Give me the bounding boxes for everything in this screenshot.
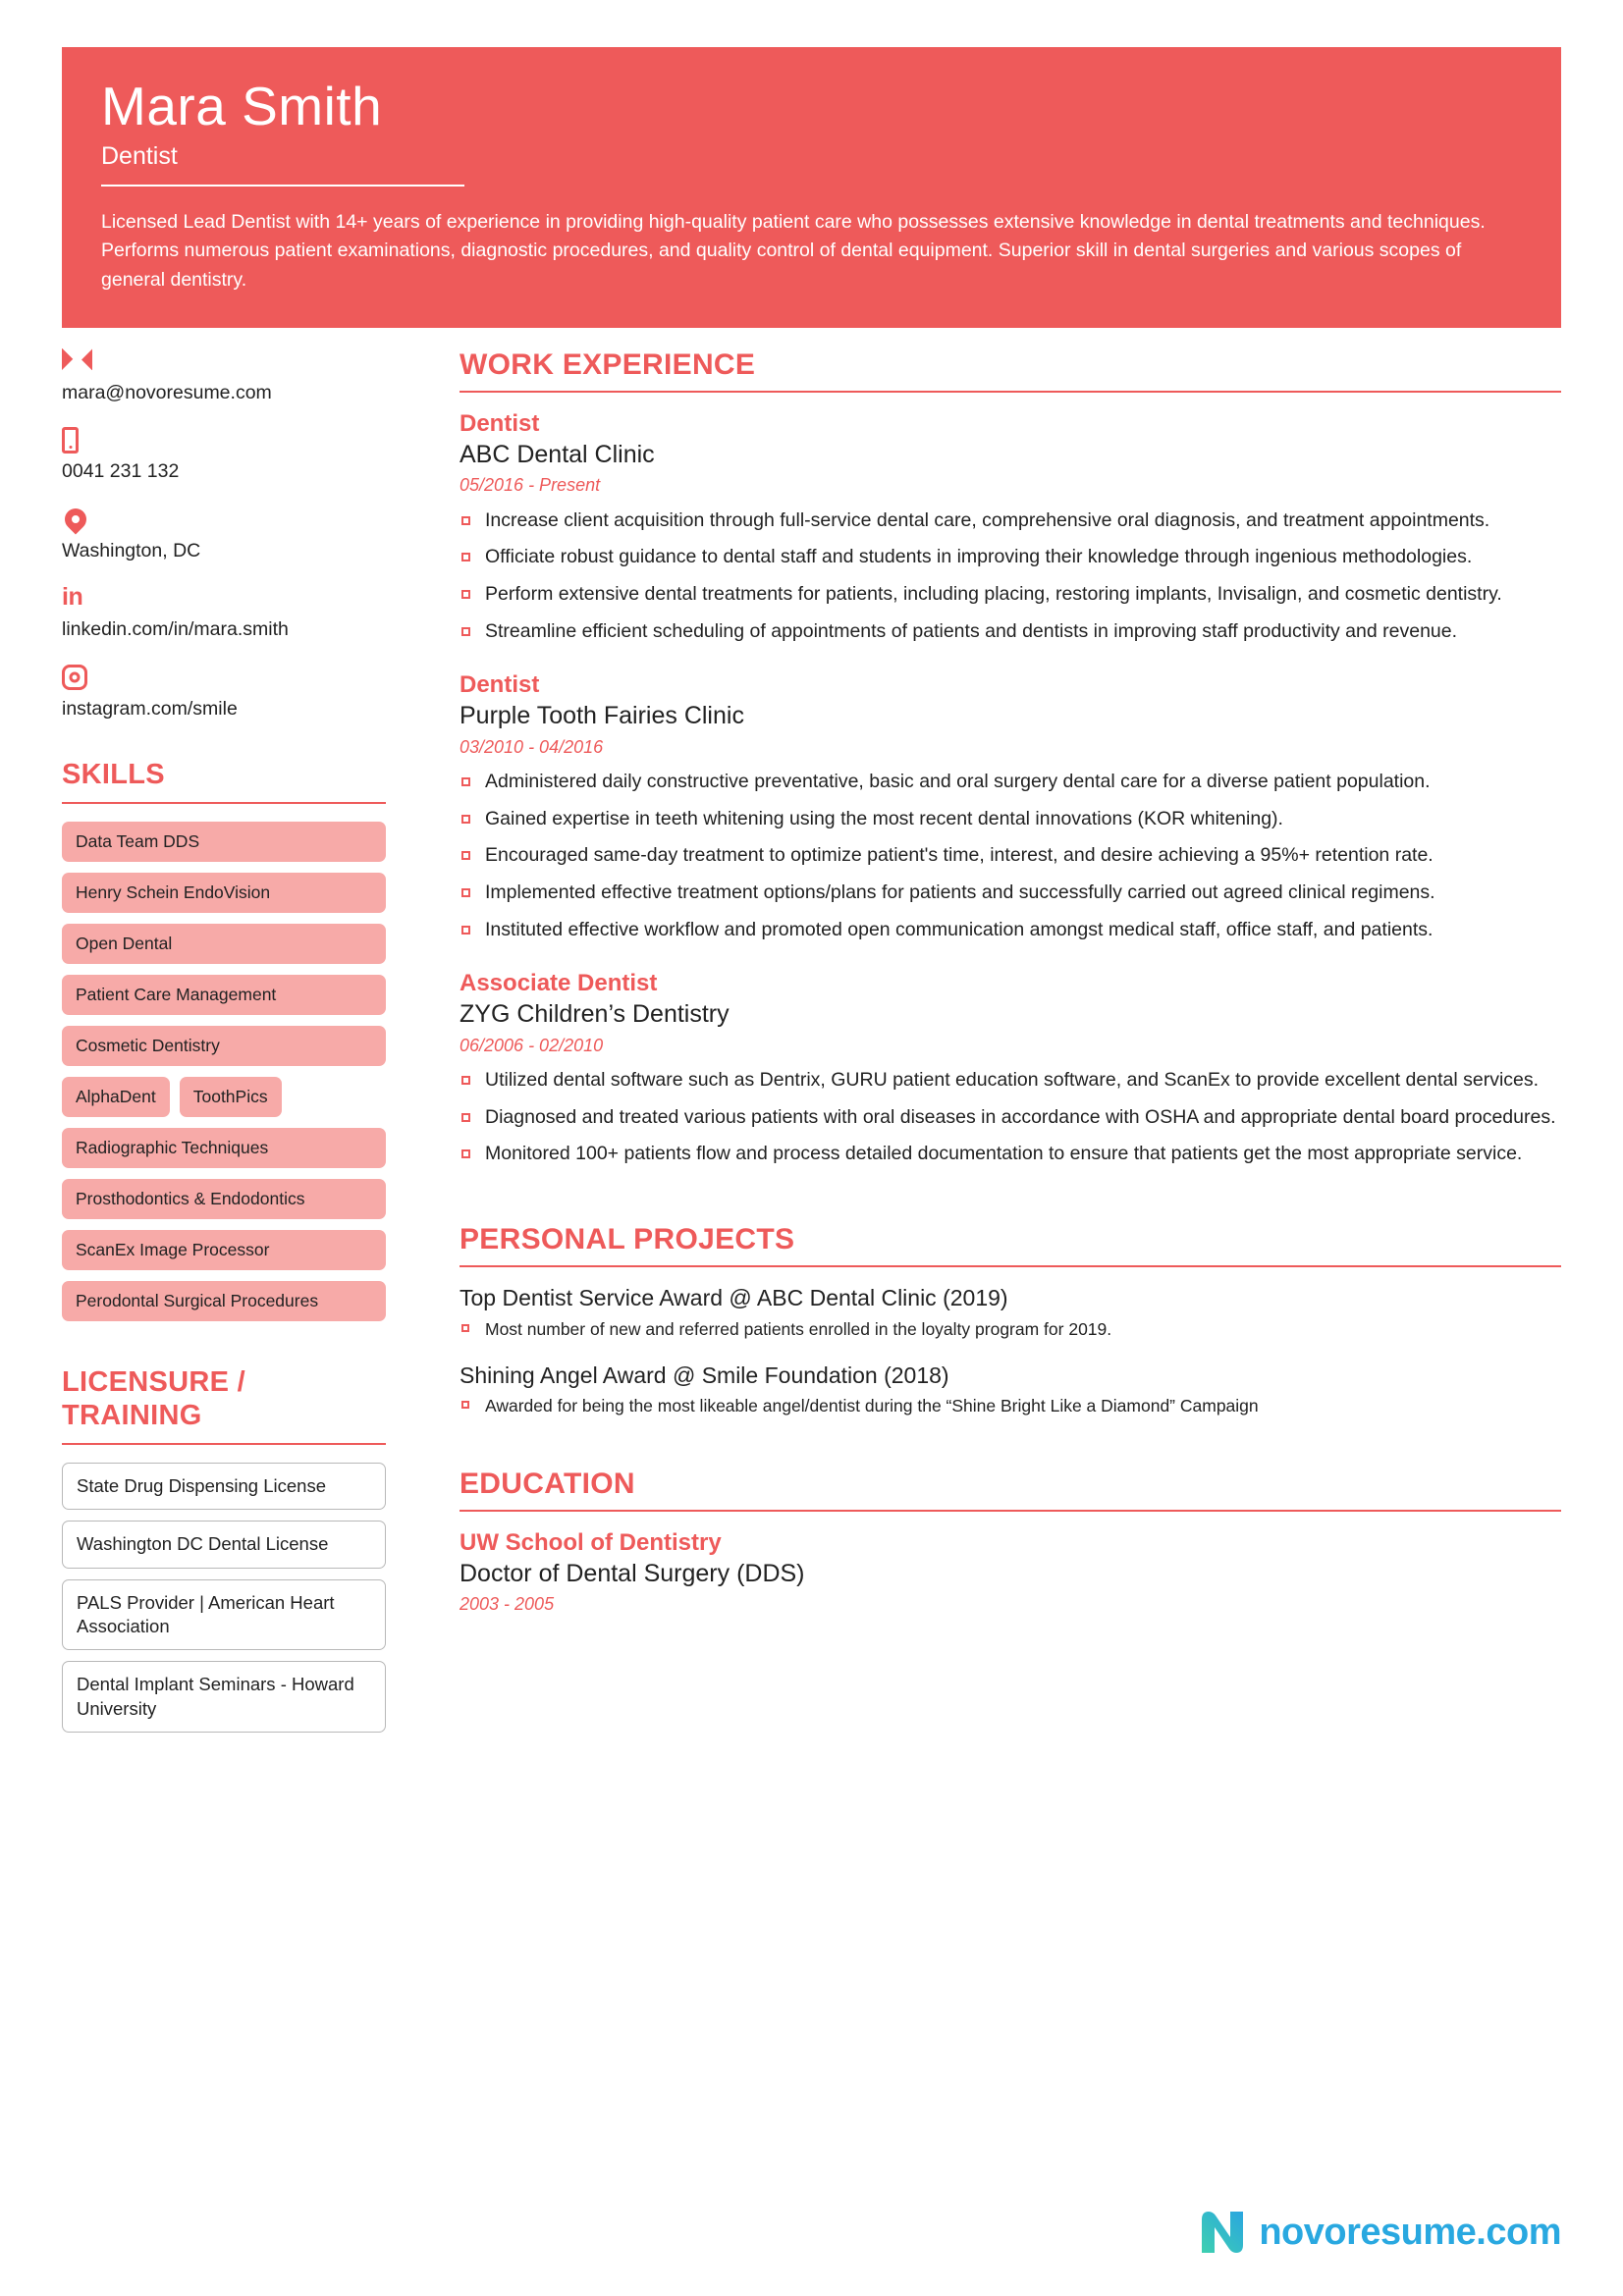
spacer [460, 1438, 1561, 1468]
contact-item-email[interactable] [62, 348, 386, 404]
list-item: Gained expertise in teeth whitening using the most recent dental innovations (KOR whitening). [460, 806, 1561, 833]
job-company: ABC Dental Clinic [460, 441, 655, 468]
job-bullet-list [460, 1067, 1561, 1168]
skill-chip[interactable]: ScanEx Image Processor [62, 1230, 386, 1270]
job-title: Dentist [460, 410, 540, 437]
linkedin-icon: in [62, 583, 83, 612]
contact-item-linkedin[interactable] [62, 585, 386, 641]
personal-projects-heading: PERSONAL PROJECTS [460, 1223, 795, 1256]
contact-location-value: Washington, DC [62, 539, 201, 561]
contact-item-location[interactable] [62, 507, 386, 562]
education-degree: Doctor of Dental Surgery (DDS) [460, 1559, 805, 1587]
job-dates: 06/2006 - 02/2010 [460, 1035, 604, 1055]
personal-projects-divider [460, 1265, 1561, 1267]
list-item: Administered daily constructive preventative, basic and oral surgery dental care for a diverse patient population. [460, 769, 1561, 796]
list-item: Most number of new and referred patients enrolled in the loyalty program for 2019. [460, 1317, 1561, 1342]
phone-icon [62, 427, 386, 456]
list-item: Awarded for being the most likeable angel/dentist during the “Shine Bright Like a Diamond” Campaign [460, 1394, 1561, 1418]
licensure-divider [62, 1443, 386, 1445]
list-item: Monitored 100+ patients flow and process detailed documentation to ensure that patients get the most appropriate service. [460, 1141, 1561, 1168]
list-item[interactable]: Washington DC Dental License [62, 1521, 386, 1568]
list-item: Implemented effective treatment options/plans for patients and successfully carried out agreed clinical regimens. [460, 880, 1561, 907]
location-pin-icon [62, 507, 386, 536]
novoresume-logo-text: novoresume.com [1259, 2212, 1561, 2253]
skills-heading: SKILLS [62, 758, 165, 790]
list-item: Perform extensive dental treatments for patients, including placing, restoring implants, Invisalign, and cosmetic dentistry. [460, 581, 1561, 609]
project-entry [460, 1284, 1561, 1341]
list-item[interactable]: PALS Provider | American Heart Association [62, 1579, 386, 1651]
list-item: Utilized dental software such as Dentrix, GURU patient education software, and ScanEx to provide excellent dental services. [460, 1067, 1561, 1095]
job-dates: 03/2010 - 04/2016 [460, 736, 604, 757]
header-job-title: Dentist [101, 141, 178, 170]
work-experience-heading: WORK EXPERIENCE [460, 348, 756, 381]
skill-chip[interactable]: ToothPics [180, 1077, 282, 1117]
list-item[interactable]: State Drug Dispensing License [62, 1463, 386, 1510]
job-bullet-list [460, 507, 1561, 646]
spacer [62, 743, 386, 759]
education-entry [460, 1528, 1561, 1617]
education-dates: 2003 - 2005 [460, 1594, 555, 1615]
education-divider [460, 1510, 1561, 1512]
skill-chip[interactable]: Data Team DDS [62, 822, 386, 862]
job-bullet-list [460, 769, 1561, 943]
education-heading: EDUCATION [460, 1467, 635, 1500]
list-item: Instituted effective workflow and promoted open communication amongst medical staff, office staff, and patients. [460, 917, 1561, 944]
novoresume-logo[interactable] [1198, 2210, 1561, 2255]
skill-chip[interactable]: AlphaDent [62, 1077, 170, 1117]
project-title: Shining Angel Award @ Smile Foundation (2018) [460, 1362, 949, 1388]
resume-header [62, 47, 1561, 328]
job-title: Associate Dentist [460, 970, 658, 997]
contact-item-instagram[interactable] [62, 665, 386, 721]
contact-list [62, 348, 386, 721]
work-experience-entry [460, 409, 1561, 645]
contact-item-phone[interactable] [62, 427, 386, 483]
list-item: Increase client acquisition through full-service dental care, comprehensive oral diagnosis, and treatment appointments. [460, 507, 1561, 535]
skill-chip[interactable]: Perodontal Surgical Procedures [62, 1281, 386, 1321]
work-experience-entry [460, 670, 1561, 943]
education-section [460, 1468, 1561, 1617]
list-item[interactable]: Dental Implant Seminars - Howard University [62, 1661, 386, 1733]
skill-chip[interactable]: Open Dental [62, 924, 386, 964]
list-item: Officiate robust guidance to dental staff and students in improving their knowledge through ingenious methodologies. [460, 544, 1561, 571]
instagram-icon [62, 665, 386, 694]
contact-phone-value: 0041 231 132 [62, 460, 180, 483]
skill-chip[interactable]: Radiographic Techniques [62, 1128, 386, 1168]
skills-section [62, 759, 386, 1322]
skills-chip-list [62, 822, 386, 1322]
project-bullet-list [460, 1394, 1561, 1418]
skill-chip[interactable]: Prosthodontics & Endodontics [62, 1179, 386, 1219]
job-company: ZYG Children’s Dentistry [460, 1000, 730, 1029]
work-experience-divider [460, 391, 1561, 393]
header-summary: Licensed Lead Dentist with 14+ years of experience in providing high-quality patient care who possesses extensive knowledge in dental treatments and techniques. Performs numerous patient examinations, diagnostic procedures, and quality control of dental equipment. Superior skill in dental surgeries and various scopes of general dentistry. [101, 210, 1486, 291]
sidebar [62, 348, 386, 1743]
spacer [62, 1321, 386, 1366]
list-item: Diagnosed and treated various patients with oral diseases in accordance with OSHA and appropriate dental board procedures. [460, 1104, 1561, 1132]
list-item: Streamline efficient scheduling of appointments of patients and dentists in improving staff productivity and revenue. [460, 618, 1561, 646]
skill-chip[interactable]: Cosmetic Dentistry [62, 1026, 386, 1066]
job-dates: 05/2016 - Present [460, 475, 601, 496]
spacer [460, 1194, 1561, 1223]
page-title: Mara Smith [101, 76, 383, 136]
header-divider [101, 185, 464, 187]
job-title: Dentist [460, 671, 540, 699]
novoresume-logo-icon [1198, 2210, 1247, 2255]
work-experience-entry [460, 969, 1561, 1168]
licensure-heading: LICENSURE / TRAINING [62, 1366, 245, 1432]
skill-chip[interactable]: Patient Care Management [62, 975, 386, 1015]
contact-linkedin-value: linkedin.com/in/mara.smith [62, 618, 289, 641]
personal-projects-section [460, 1223, 1561, 1418]
contact-email-value: mara@novoresume.com [62, 382, 272, 403]
main-column [460, 348, 1561, 1617]
skill-chip[interactable]: Henry Schein EndoVision [62, 873, 386, 913]
project-bullet-list [460, 1317, 1561, 1342]
contact-instagram-value: instagram.com/smile [62, 697, 238, 720]
education-school: UW School of Dentistry [460, 1528, 722, 1556]
envelope-icon [62, 348, 386, 378]
job-company: Purple Tooth Fairies Clinic [460, 702, 744, 730]
work-experience-section [460, 348, 1561, 1168]
project-entry [460, 1362, 1561, 1418]
list-item: Encouraged same-day treatment to optimize patient's time, interest, and desire achieving a 95%+ retention rate. [460, 842, 1561, 870]
licensure-section [62, 1366, 386, 1733]
skills-divider [62, 802, 386, 804]
licensure-list [62, 1463, 386, 1733]
project-title: Top Dentist Service Award @ ABC Dental Clinic (2019) [460, 1285, 1008, 1311]
